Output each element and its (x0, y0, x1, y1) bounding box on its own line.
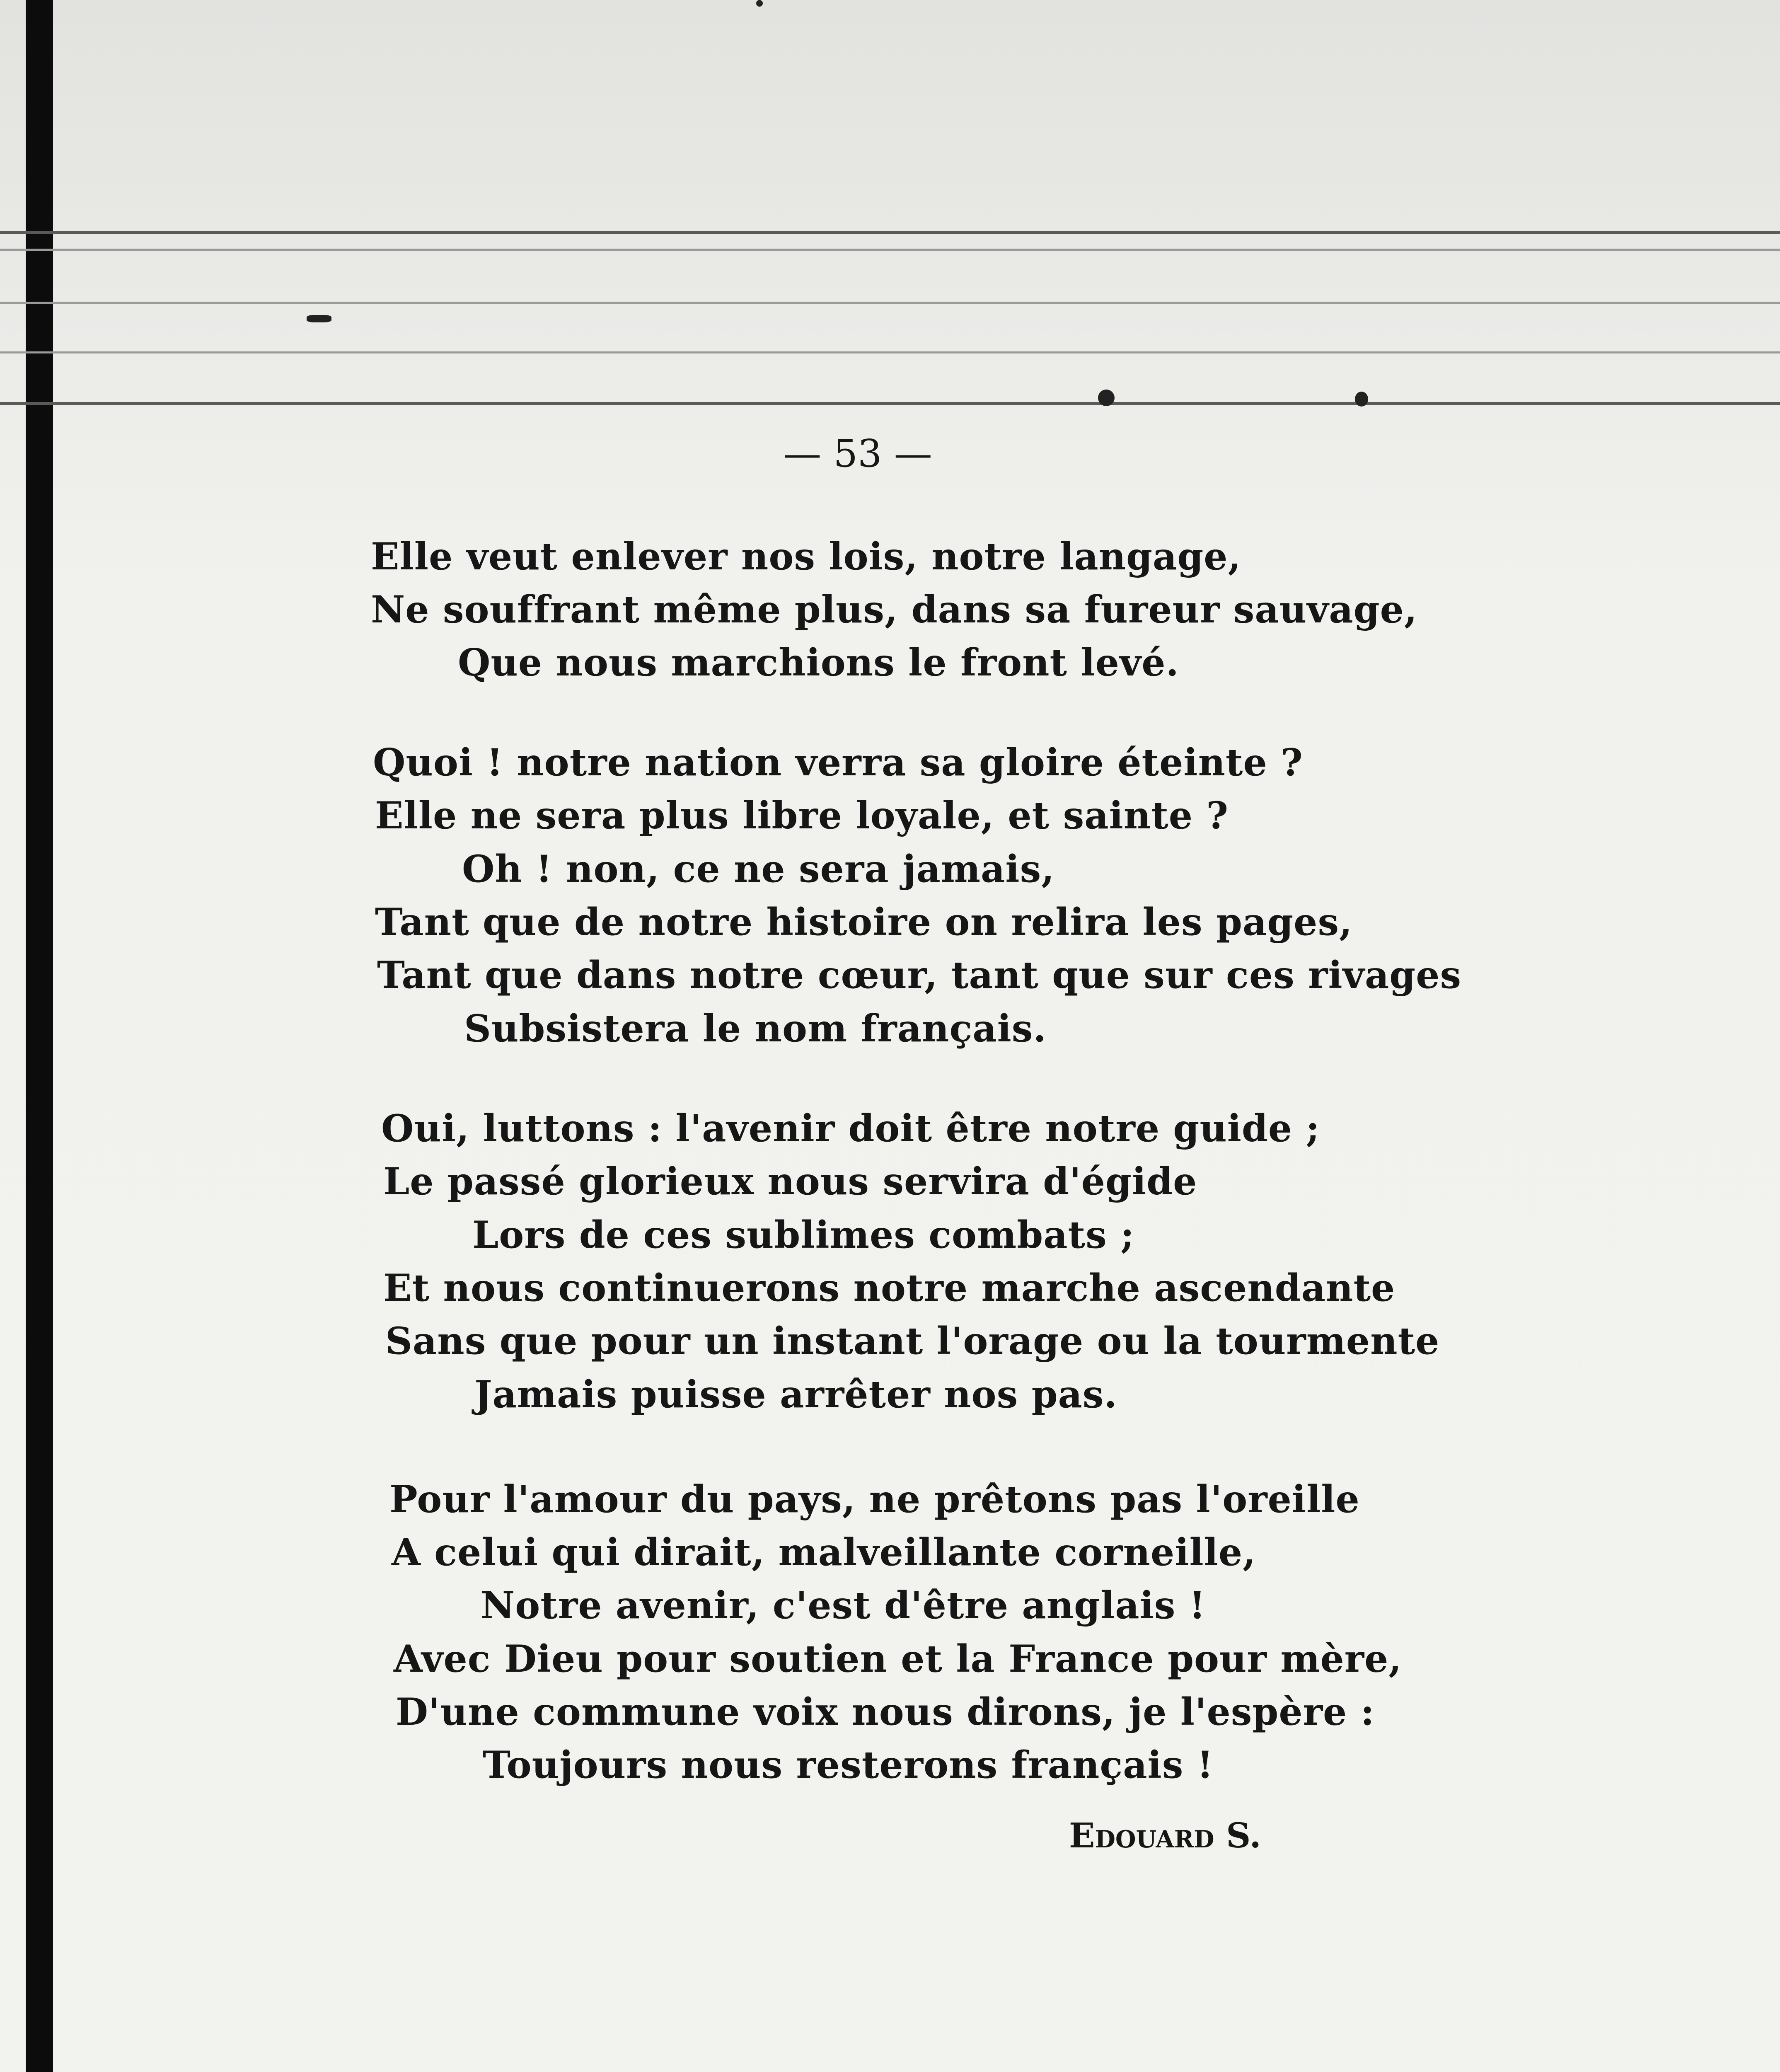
poem-line: Oui, luttons : l'avenir doit être notre guide ; (381, 1106, 1320, 1150)
page-number: — 53 — (783, 431, 932, 476)
top-rule (0, 231, 1780, 234)
top-rule (0, 402, 1780, 405)
binding-edge (26, 0, 53, 2072)
ink-speck (1355, 392, 1368, 407)
poem-line: Que nous marchions le front levé. (458, 641, 1179, 685)
poem-line: Elle veut enlever nos lois, notre langage, (371, 535, 1241, 579)
top-rule (0, 302, 1780, 304)
poem-line: A celui qui dirait, malveillante corneille, (392, 1530, 1256, 1574)
top-rule (0, 249, 1780, 251)
poem-line: Sans que pour un instant l'orage ou la tourmente (385, 1319, 1440, 1363)
poem-line: Notre avenir, c'est d'être anglais ! (481, 1583, 1206, 1627)
poem-line: Toujours nous resterons français ! (483, 1743, 1214, 1787)
poem-line: Avec Dieu pour soutien et la France pour mère, (394, 1637, 1402, 1681)
poem-line: Quoi ! notre nation verra sa gloire éteinte ? (373, 741, 1303, 784)
poem-line: Et nous continuerons notre marche ascendante (383, 1266, 1395, 1310)
ink-speck (1098, 390, 1115, 406)
ink-speck (307, 315, 331, 322)
signature: Edouard S. (1069, 1816, 1261, 1856)
poem-line: Ne souffrant même plus, dans sa fureur sauvage, (371, 588, 1418, 632)
poem-line: Elle ne sera plus libre loyale, et sainte ? (375, 794, 1229, 838)
top-rule (0, 351, 1780, 353)
ink-speck (756, 0, 763, 7)
poem-line: Tant que dans notre cœur, tant que sur ces rivages (377, 953, 1462, 997)
poem-line: D'une commune voix nous dirons, je l'espère : (396, 1690, 1375, 1734)
poem-line: Tant que de notre histoire on relira les pages, (375, 900, 1353, 944)
poem-line: Lors de ces sublimes combats ; (472, 1213, 1135, 1257)
poem-line: Jamais puisse arrêter nos pas. (474, 1372, 1117, 1416)
poem-line: Le passé glorieux nous servira d'égide (383, 1159, 1197, 1203)
poem-line: Subsistera le nom français. (464, 1007, 1047, 1051)
poem-line: Pour l'amour du pays, ne prêtons pas l'oreille (389, 1477, 1360, 1521)
poem-line: Oh ! non, ce ne sera jamais, (462, 847, 1055, 891)
